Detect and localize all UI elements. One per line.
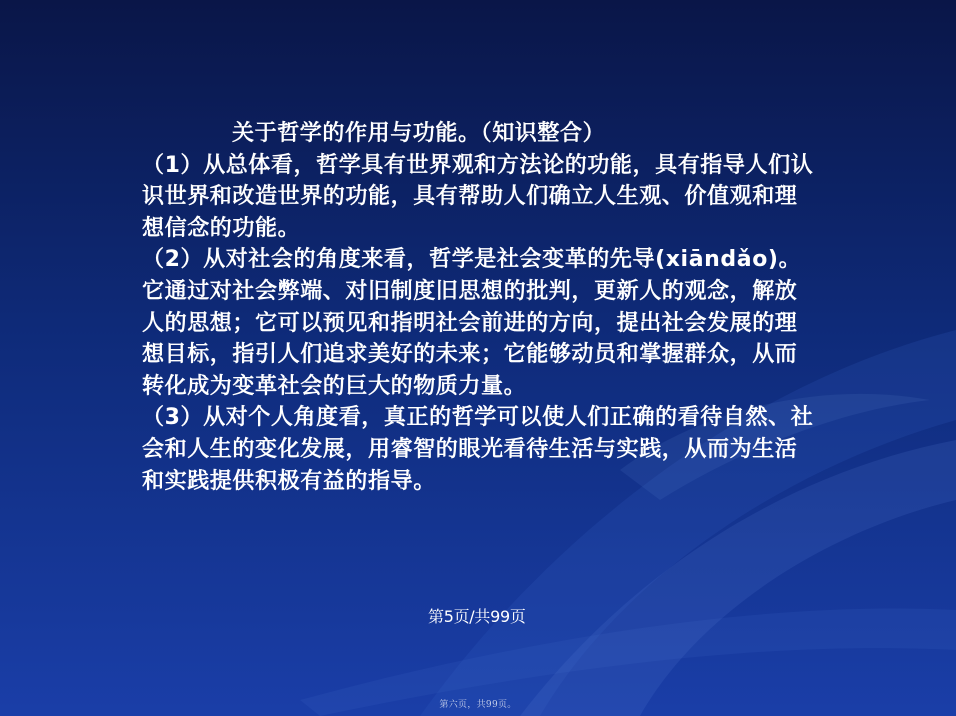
paragraph-2: （2）从对社会的角度来看，哲学是社会变革的先导(xiāndǎo)。它通过对社会弊端、对旧制度旧思想的批判，更新人的观念，解放人的思想；它可以预见和指明社会前进的方向，提出社会发展的理想目标，指引人们追求美好的未来；它能够动员和掌握群众，从而转化成为变革社会的巨大的物质力量。 xyxy=(142,247,802,399)
slide-body xyxy=(142,118,817,497)
paragraph-3: （3）从对个人角度看，真正的哲学可以使人们正确的看待自然、社会和人生的变化发展，用睿智的眼光看待生活与实践，从而为生活和实践提供积极有益的指导。 xyxy=(142,405,814,494)
paragraph-1: （1）从总体看，哲学具有世界观和方法论的功能，具有指导人们认识世界和改造世界的功能，具有帮助人们确立人生观、价值观和理想信念的功能。 xyxy=(142,152,814,241)
page-counter: 第5页/共99页 xyxy=(428,607,526,626)
slide-heading: 关于哲学的作用与功能。（知识整合） xyxy=(232,121,606,146)
footer-page-note: 第六页，共99页。 xyxy=(439,700,517,710)
